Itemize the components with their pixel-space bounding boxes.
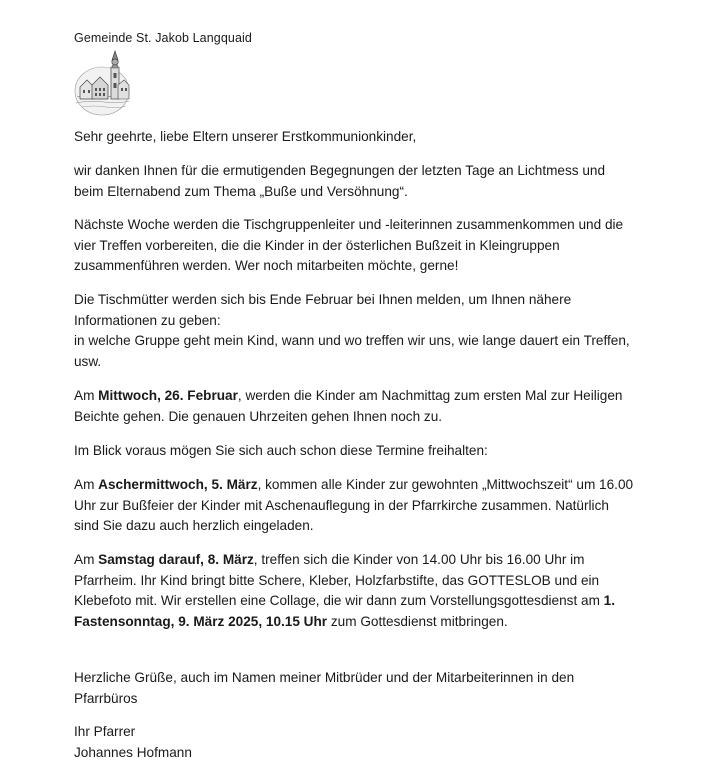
date-saturday: Samstag darauf, 8. März [98, 552, 254, 567]
paragraph-confession: Am Mittwoch, 26. Februar, werden die Kinder am Nachmittag zum ersten Mal zur Heiligen Beichte gehen. Die genauen Uhrzeiten gehen Ihnen noch zu. [74, 388, 623, 424]
church-logo-icon [74, 47, 130, 119]
paragraph-thanks: wir danken Ihnen für die ermutigenden Begegnungen der letzten Tage an Lichtmess und beim Elternabend zum Thema „Buße und Versöhnung“. [74, 163, 606, 199]
paragraph-table-mothers: Die Tischmütter werden sich bis Ende Februar bei Ihnen melden, um Ihnen nähere Informationen zu geben: in welche Gruppe geht mein Kind, wann und wo treffen wir uns, wie lange dauert ein Treffen, usw. [74, 292, 630, 369]
date-confession: Mittwoch, 26. Februar [98, 388, 238, 403]
signature: Ihr Pfarrer Johannes Hofmann [74, 724, 192, 760]
paragraph-ash-wednesday: Am Aschermittwoch, 5. März, kommen alle Kinder zur gewohnten „Mittwochszeit“ um 16.00 Uhr zur Bußfeier der Kinder mit Aschenauflegung in der Pfarrkirche zusammen. Natürlich sind Sie dazu auch herzlich eingeladen. [74, 477, 634, 533]
closing-greeting: Herzliche Grüße, auch im Namen meiner Mitbrüder und der Mitarbeiterinnen in den Pfarrbüros [74, 670, 575, 706]
parish-header: Gemeinde St. Jakob Langquaid [74, 31, 252, 45]
paragraph-table-groups: Nächste Woche werden die Tischgruppenleiter und -leiterinnen zusammenkommen und die vier Treffen vorbereiten, die die Kinder in der österlichen Bußzeit in Kleingruppen zusammenführen werden. Wer noch mitarbeiten möchte, gerne! [74, 217, 624, 273]
salutation: Sehr geehrte, liebe Eltern unserer Erstkommunionkinder, [74, 129, 417, 144]
date-ash-wednesday: Aschermittwoch, 5. März [98, 477, 258, 492]
paragraph-dates-intro: Im Blick voraus mögen Sie sich auch schon diese Termine freihalten: [74, 443, 488, 458]
paragraph-saturday: Am Samstag darauf, 8. März, treffen sich die Kinder von 14.00 Uhr bis 16.00 Uhr im Pfarrheim. Ihr Kind bringt bitte Schere, Kleber, Holzfarbstifte, das GOTTESLOB und ein Klebefoto mit. Wir erstellen eine Collage, die wir dann zum Vorstellungsgottesdienst am 1. Fastensonntag, 9. März 2025, 10.15 Uhr zum Gottesdienst mitbringen. [74, 552, 616, 629]
date-fastensonntag: Fastensonntag, 9. März 2025, 10.15 Uhr [74, 613, 328, 629]
